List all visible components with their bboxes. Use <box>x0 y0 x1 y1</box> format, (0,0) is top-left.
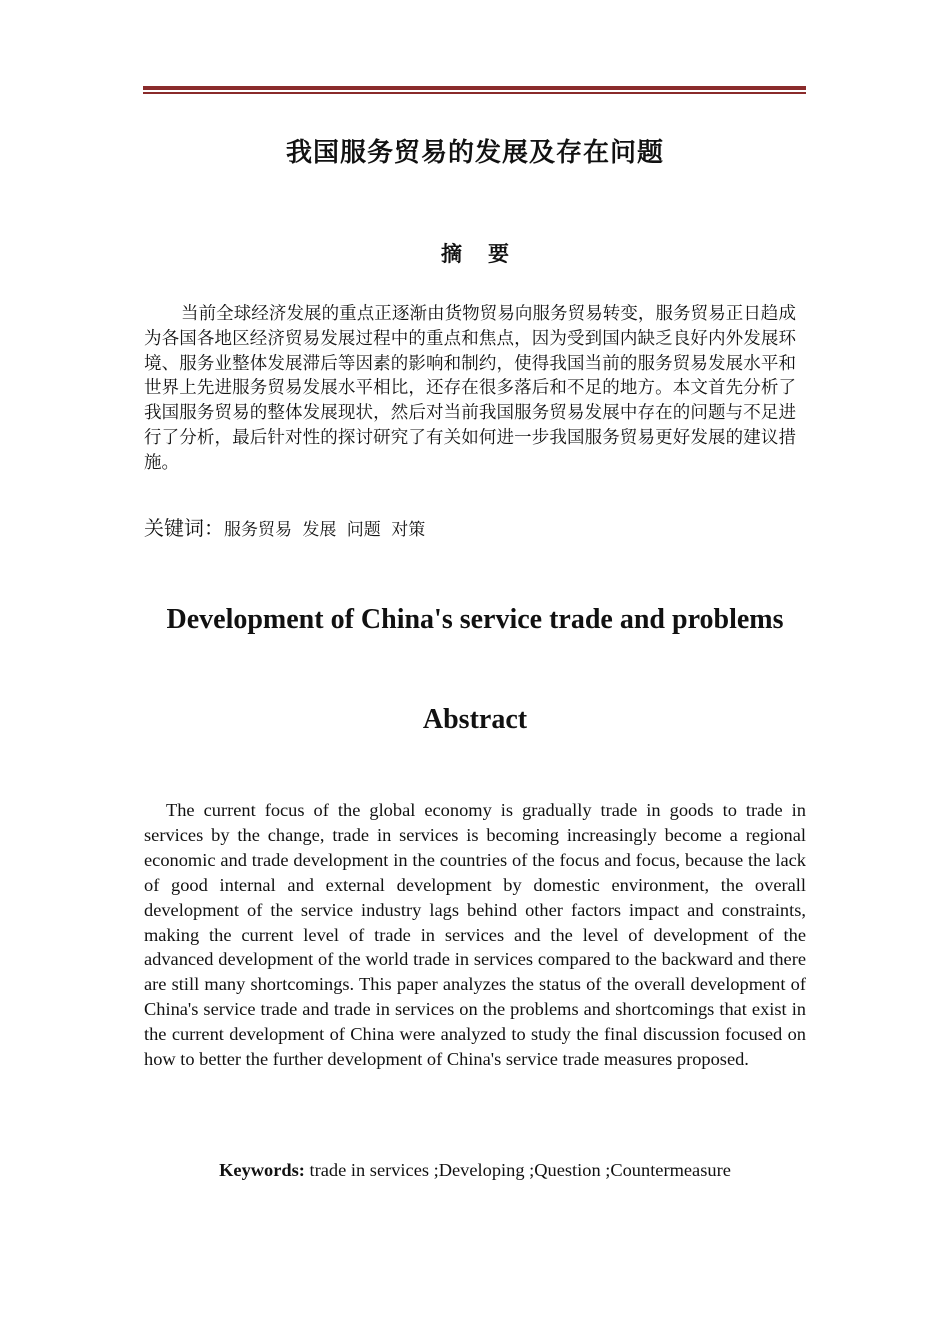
header-rule-thin-line <box>143 92 806 94</box>
chinese-abstract-body: 当前全球经济发展的重点正逐渐由货物贸易向服务贸易转变，服务贸易正日趋成为各国各地区经济贸易发展过程中的重点和焦点，因为受到国内缺乏良好内外发展环境、服务业整体发展滞后等因素的影响和制约，使得我国当前的服务贸易发展水平和世界上先进服务贸易发展水平相比，还存在很多落后和不足的地方。本文首先分析了我国服务贸易的整体发展现状，然后对当前我国服务贸易发展中存在的问题与不足进行了分析，最后针对性的探讨研究了有关如何进一步我国服务贸易更好发展的建议措施。 <box>144 304 796 473</box>
chinese-title: 我国服务贸易的发展及存在问题 <box>285 138 664 168</box>
english-abstract-body: The current focus of the global economy is gradually trade in goods to trade in services by the change, trade in services is becoming increasingly become a regional economic and trade development in the countries of the focus and focus, because the lack of good internal and external development by domestic environment, the overall development of the service industry lags behind other factors impact and constraints, making the current level of trade in services and the level of development of the advanced development of the world trade in services compared to the backward and there are still many shortcomings. This paper analyzes the status of the overall development of China's service trade and trade in services on the problems and shortcomings that exist in the current development of China were analyzed to study the final discussion focused on how to better the further development of China's service trade measures proposed. <box>144 800 806 1070</box>
chinese-keywords-value: 服务贸易 发展 问题 对策 <box>224 520 426 540</box>
english-keywords-label: Keywords: <box>219 1160 305 1180</box>
chinese-abstract-heading: 摘要 <box>441 242 535 266</box>
header-rule <box>143 86 806 94</box>
chinese-keywords-label: 关键词： <box>144 516 224 540</box>
english-abstract-heading: Abstract <box>422 704 528 735</box>
english-keywords-value: trade in services ;Developing ;Question ;Countermeasure <box>309 1160 731 1180</box>
english-title: Development of China's service trade and problems <box>166 604 784 635</box>
english-keywords <box>0 1160 950 1181</box>
chinese-keywords <box>144 512 804 541</box>
